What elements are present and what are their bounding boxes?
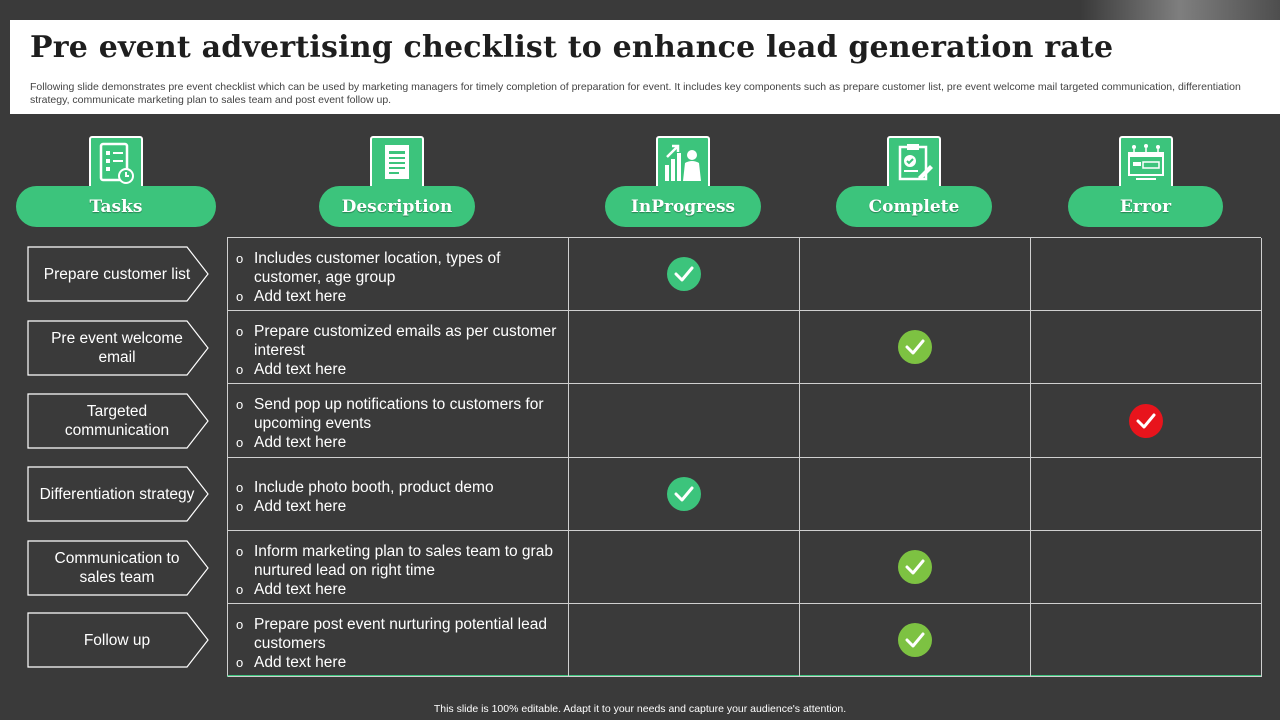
column-header-description bbox=[319, 136, 475, 227]
bullet-marker: o bbox=[236, 543, 244, 559]
status-cell-complete bbox=[800, 458, 1031, 530]
status-cell-inprogress bbox=[569, 384, 800, 457]
approved-checklist-icon bbox=[887, 136, 941, 190]
column-header-inprogress-label: InProgress bbox=[605, 186, 761, 227]
column-header-tasks-label: Tasks bbox=[16, 186, 216, 227]
check-icon bbox=[667, 257, 701, 291]
description-cell bbox=[228, 238, 569, 310]
status-cell-complete bbox=[800, 604, 1031, 676]
description-cell bbox=[228, 531, 569, 603]
top-strip bbox=[0, 0, 1280, 20]
task-box bbox=[27, 612, 209, 668]
table-row bbox=[228, 531, 1262, 604]
column-header-tasks bbox=[16, 136, 216, 227]
check-icon bbox=[898, 623, 932, 657]
checklist-table bbox=[227, 237, 1261, 677]
description-text: Includes customer location, types of customer, age group bbox=[254, 249, 501, 286]
status-cell-error bbox=[1031, 311, 1262, 383]
check-icon bbox=[667, 477, 701, 511]
status-cell-complete bbox=[800, 238, 1031, 310]
description-bullet bbox=[236, 542, 560, 580]
bullet-marker: o bbox=[236, 288, 244, 304]
table-row bbox=[228, 458, 1262, 531]
check-icon bbox=[1129, 404, 1163, 438]
status-cell-complete bbox=[800, 384, 1031, 457]
description-bullet bbox=[236, 322, 560, 360]
status-cell-error bbox=[1031, 458, 1262, 530]
description-text: Prepare post event nurturing potential lead customers bbox=[254, 615, 547, 652]
error-window-icon bbox=[1119, 136, 1173, 190]
status-cell-error bbox=[1031, 604, 1262, 676]
description-text: Add text here bbox=[254, 653, 347, 671]
status-cell-complete bbox=[800, 531, 1031, 603]
description-text: Add text here bbox=[254, 580, 347, 598]
top-strip-shine bbox=[1080, 0, 1280, 20]
bullet-marker: o bbox=[236, 499, 244, 514]
bullet-marker: o bbox=[236, 654, 244, 670]
slide-footer: This slide is 100% editable. Adapt it to your needs and capture your audience's attention. bbox=[433, 703, 847, 715]
growth-chart-icon bbox=[656, 136, 710, 190]
description-text: Add text here bbox=[254, 498, 347, 515]
description-bullet bbox=[236, 615, 560, 653]
description-text: Add text here bbox=[254, 287, 347, 305]
checklist-icon bbox=[89, 136, 143, 190]
column-header-inprogress bbox=[605, 136, 761, 227]
task-box bbox=[27, 393, 209, 449]
description-bullet bbox=[236, 497, 560, 516]
bullet-marker: o bbox=[236, 397, 244, 412]
document-icon bbox=[370, 136, 424, 190]
description-text: Send pop up notifications to customers for upcoming events bbox=[254, 396, 544, 432]
status-cell-complete bbox=[800, 311, 1031, 383]
task-label: Follow up bbox=[83, 631, 151, 649]
task-label: Pre event welcome email bbox=[51, 330, 183, 366]
check-icon bbox=[898, 550, 932, 584]
description-text: Include photo booth, product demo bbox=[254, 479, 494, 496]
status-cell-inprogress bbox=[569, 311, 800, 383]
bullet-marker: o bbox=[236, 250, 244, 266]
description-text: Inform marketing plan to sales team to grab nurtured lead on right time bbox=[254, 542, 553, 579]
description-cell bbox=[228, 384, 569, 457]
description-bullet bbox=[236, 580, 560, 599]
description-cell bbox=[228, 604, 569, 676]
table-row bbox=[228, 604, 1262, 677]
task-box bbox=[27, 320, 209, 376]
task-label: Targeted communication bbox=[64, 403, 170, 439]
status-cell-inprogress bbox=[569, 531, 800, 603]
bullet-marker: o bbox=[236, 435, 244, 450]
status-cell-inprogress bbox=[569, 458, 800, 530]
description-bullet bbox=[236, 360, 560, 379]
slide-header bbox=[10, 20, 1280, 114]
task-box bbox=[27, 466, 209, 522]
bullet-marker: o bbox=[236, 361, 244, 377]
description-cell bbox=[228, 311, 569, 383]
task-label: Prepare customer list bbox=[43, 265, 191, 283]
description-text: Prepare customized emails as per customer interest bbox=[254, 322, 557, 359]
description-bullet bbox=[236, 395, 560, 433]
table-row bbox=[228, 238, 1262, 311]
description-text: Add text here bbox=[254, 360, 347, 378]
task-box bbox=[27, 246, 209, 302]
column-header-complete-label: Complete bbox=[836, 186, 992, 227]
check-icon bbox=[898, 330, 932, 364]
bullet-marker: o bbox=[236, 581, 244, 597]
slide-subtitle: Following slide demonstrates pre event checklist which can be used by marketing managers for timely completion of preparation for event. It includes key components such as prepare customer list, pre event welcome mail targeted communication, differentiation strategy, communicate marketing plan to sales team and post event follow up. bbox=[30, 81, 1241, 106]
table-row bbox=[228, 311, 1262, 384]
column-header-error bbox=[1068, 136, 1223, 227]
column-header-description-label: Description bbox=[319, 186, 475, 227]
task-box bbox=[27, 540, 209, 596]
bullet-marker: o bbox=[236, 616, 244, 632]
column-header-complete bbox=[836, 136, 992, 227]
bullet-marker: o bbox=[236, 480, 244, 495]
description-bullet bbox=[236, 249, 560, 287]
table-row bbox=[228, 384, 1262, 458]
status-cell-inprogress bbox=[569, 604, 800, 676]
bullet-marker: o bbox=[236, 323, 244, 339]
task-label: Differentiation strategy bbox=[39, 485, 195, 503]
column-header-error-label: Error bbox=[1068, 186, 1223, 227]
description-bullet bbox=[236, 653, 560, 672]
status-cell-error bbox=[1031, 384, 1262, 457]
status-cell-inprogress bbox=[569, 238, 800, 310]
description-text: Add text here bbox=[254, 434, 347, 451]
slide-title: Pre event advertising checklist to enhance lead generation rate bbox=[30, 30, 1114, 65]
status-cell-error bbox=[1031, 238, 1262, 310]
status-cell-error bbox=[1031, 531, 1262, 603]
description-cell bbox=[228, 458, 569, 530]
description-bullet bbox=[236, 433, 560, 452]
description-bullet bbox=[236, 478, 560, 497]
task-label: Communication to sales team bbox=[54, 550, 180, 586]
description-bullet bbox=[236, 287, 560, 306]
